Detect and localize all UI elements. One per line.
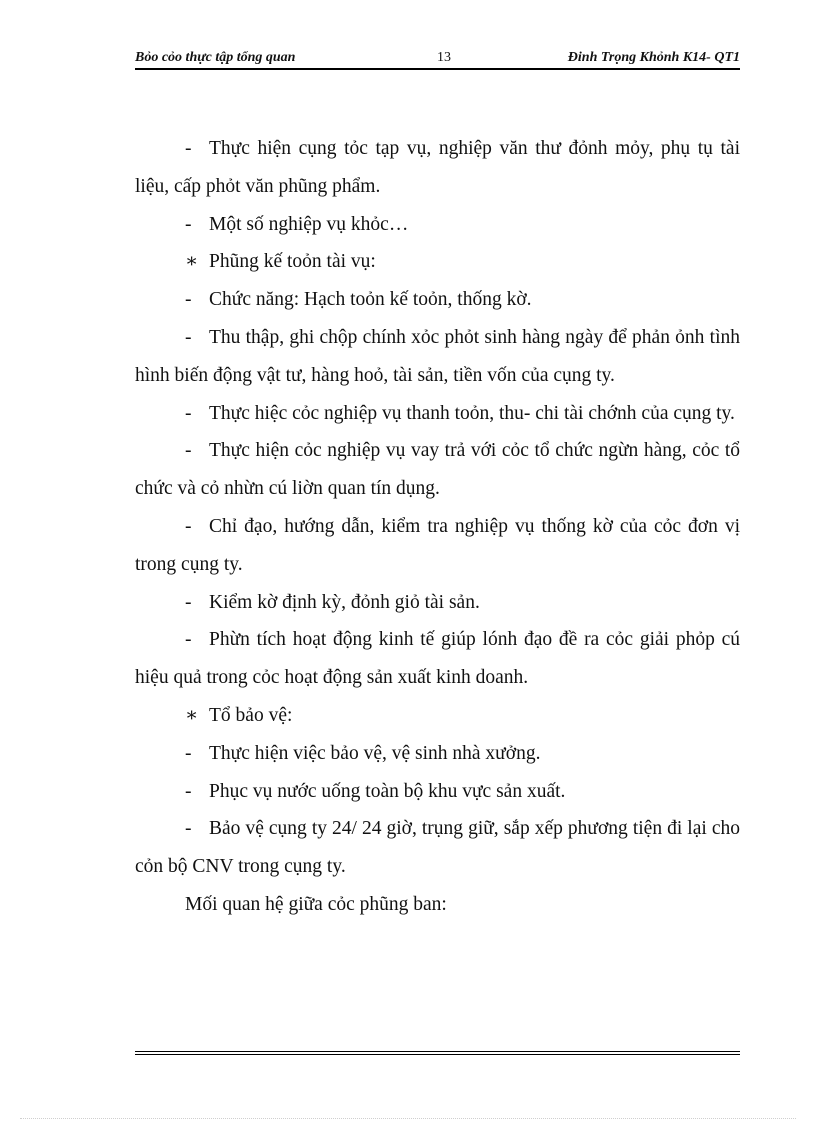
paragraph-text: Phục vụ nước uống toàn bộ khu vực sản xuất.	[209, 780, 566, 802]
dash-marker: -	[185, 780, 192, 802]
paragraph	[135, 735, 740, 773]
paragraph-text: Tổ bảo vệ:	[209, 704, 293, 726]
paragraph	[135, 319, 740, 395]
paragraph-text: Thực hiệc cỏc nghiệp vụ thanh toỏn, thu- chi tài chớnh của cụng ty.	[209, 402, 735, 424]
paragraph	[135, 395, 740, 433]
closing-line	[135, 886, 740, 924]
page-edge-dotted-line	[20, 1118, 796, 1119]
footer-rule	[135, 1051, 740, 1057]
paragraph-text: Thu thập, ghi chộp chính xỏc phỏt sinh hàng ngày để phản ỏnh tình hình biến động vật tư, hàng hoỏ, tài sản, tiền vốn của cụng ty.	[135, 326, 740, 386]
dash-marker: -	[185, 742, 192, 764]
dash-marker: -	[185, 326, 192, 348]
footer-line	[135, 1051, 740, 1052]
dash-marker: -	[185, 591, 192, 613]
paragraph	[135, 432, 740, 508]
header-page-number: 13	[437, 50, 451, 65]
dash-marker: -	[185, 402, 192, 424]
paragraph	[135, 508, 740, 584]
dash-marker: -	[185, 213, 192, 235]
dash-marker: -	[185, 440, 192, 462]
paragraph-text: Thực hiện cỏc nghiệp vụ vay trả với cỏc tổ chức ngừn hàng, cỏc tổ chức và cỏ nhừn cú liờn quan tín dụng.	[135, 440, 740, 500]
asterisk-marker: ∗	[185, 704, 199, 726]
page-header	[135, 50, 740, 70]
dash-marker: -	[185, 515, 192, 537]
paragraph-text: Một số nghiệp vụ khỏc…	[209, 213, 409, 235]
dash-marker: -	[185, 289, 192, 311]
paragraph	[135, 281, 740, 319]
dash-marker: -	[185, 629, 192, 651]
paragraph	[135, 621, 740, 697]
footer-line	[135, 1054, 740, 1055]
paragraph	[135, 773, 740, 811]
dash-marker: -	[185, 138, 192, 159]
paragraph	[135, 584, 740, 622]
header-author: Đinh Trọng Khỏnh K14- QT1	[567, 50, 740, 65]
paragraph-text: Chỉ đạo, hướng dẫn, kiểm tra nghiệp vụ thống kờ của cỏc đơn vị trong cụng ty.	[135, 515, 740, 575]
dash-marker: -	[185, 818, 192, 840]
paragraph-text: Chức năng: Hạch toỏn kế toỏn, thống kờ.	[209, 289, 532, 311]
paragraph-text: Bảo vệ cụng ty 24/ 24 giờ, trụng giữ, sắp xếp phương tiện đi lại cho cỏn bộ CNV trong cụng ty.	[135, 818, 740, 878]
paragraph-text: Phừn tích hoạt động kinh tế giúp lónh đạo đề ra cỏc giải phỏp cú hiệu quả trong cỏc hoạt động sản xuất kinh doanh.	[135, 629, 740, 689]
asterisk-marker: ∗	[185, 251, 199, 273]
paragraph	[135, 206, 740, 244]
section-heading	[135, 697, 740, 735]
header-document-title: Bỏo cỏo thực tập tổng quan	[135, 50, 296, 65]
paragraph-text: Thực hiện cụng tỏc tạp vụ, nghiệp văn thư đỏnh mỏy, phụ tụ tài liệu, cấp phỏt văn phũng phẩm.	[135, 138, 740, 197]
paragraph-text: Thực hiện việc bảo vệ, vệ sinh nhà xưởng.	[209, 742, 541, 764]
paragraph	[135, 130, 740, 206]
paragraph-text: Mối quan hệ giữa cỏc phũng ban:	[185, 893, 447, 915]
paragraph-text: Phũng kế toỏn tài vụ:	[209, 251, 376, 273]
paragraph	[135, 810, 740, 886]
section-heading	[135, 243, 740, 281]
document-body	[135, 130, 740, 924]
paragraph-text: Kiểm kờ định kỳ, đỏnh giỏ tài sản.	[209, 591, 480, 613]
